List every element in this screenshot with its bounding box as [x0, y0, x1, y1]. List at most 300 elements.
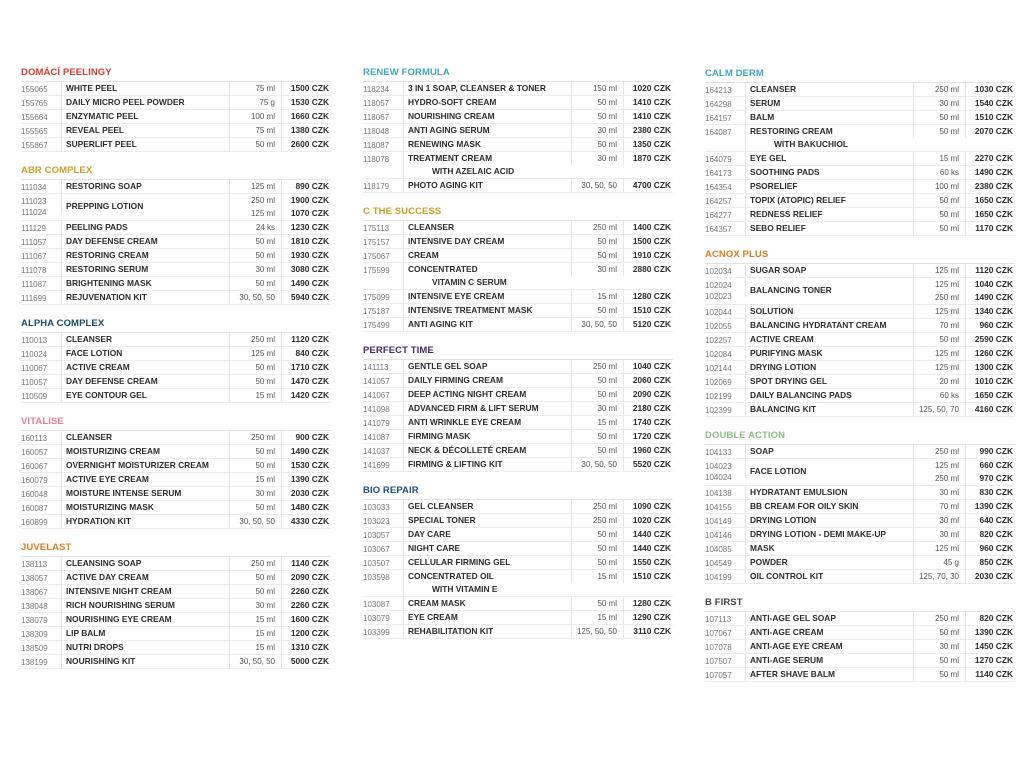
product-name: POWDER	[750, 557, 788, 567]
product-code: 141098	[363, 405, 390, 414]
product-name-line-2: VITAMIN C SERUM	[432, 277, 507, 287]
price-list-column-1	[21, 64, 331, 680]
product-row	[705, 166, 1015, 180]
product-price: 1410 CZK	[632, 97, 671, 107]
product-name: NOURISHING KIT	[66, 656, 136, 666]
product-name: DAY CARE	[408, 529, 451, 539]
product-row	[363, 416, 673, 430]
product-name-cell	[745, 319, 913, 332]
product-size-cell	[571, 249, 623, 262]
product-row	[705, 640, 1015, 654]
product-price-cell	[623, 221, 673, 234]
product-row	[705, 111, 1015, 125]
product-price-cell	[623, 110, 673, 123]
product-code: 111024	[21, 208, 47, 217]
product-name: ENZYMATIC PEEL	[66, 111, 139, 121]
product-row	[363, 124, 673, 138]
product-name-cell	[745, 305, 913, 318]
section-abr-complex	[21, 163, 331, 305]
product-size-cell	[229, 194, 281, 220]
product-size: 50 ml	[597, 140, 617, 149]
product-name: SEBO RELIEF	[750, 223, 806, 233]
product-price-cell	[281, 375, 331, 388]
section-title: ACNOX PLUS	[705, 249, 769, 260]
product-size: 60 ks	[939, 391, 959, 400]
product-name: SOLUTION	[750, 306, 794, 316]
product-code-cell	[363, 570, 403, 583]
product-code: 103033	[363, 503, 390, 512]
product-code: 103598	[363, 573, 390, 582]
product-name: PEELING PADS	[66, 222, 128, 232]
product-name: ACTIVE CREAM	[66, 362, 130, 372]
product-code-cell	[21, 124, 61, 137]
product-size-cell	[913, 347, 965, 360]
product-price-cell	[281, 180, 331, 193]
product-name-cell	[403, 96, 571, 109]
product-row	[705, 654, 1015, 668]
product-row	[705, 542, 1015, 556]
product-price-cell	[281, 655, 331, 668]
product-size: 75 g	[259, 98, 275, 107]
product-code-cell	[21, 235, 61, 248]
product-size-cell	[913, 180, 965, 193]
product-size: 75 ml	[255, 84, 275, 93]
product-code: 104149	[705, 517, 732, 526]
product-name-cell	[403, 416, 571, 429]
product-name-cell	[745, 180, 913, 193]
product-price-cell	[281, 333, 331, 346]
product-size: 50 ml	[255, 447, 275, 456]
product-size-cell	[571, 388, 623, 401]
product-price-cell	[623, 235, 673, 248]
product-code-cell	[21, 613, 61, 626]
product-price: 1810 CZK	[290, 236, 329, 246]
product-name-cell	[403, 152, 571, 178]
section-title: PERFECT TIME	[363, 345, 434, 356]
product-name: MASK	[750, 543, 775, 553]
product-size: 30, 50, 50	[239, 293, 275, 302]
product-code-cell	[705, 445, 745, 458]
product-code-cell	[705, 570, 745, 583]
product-name: DRYING LOTION - DEMI MAKE-UP	[750, 529, 887, 539]
product-name-cell	[61, 221, 229, 234]
product-code: 138067	[21, 588, 48, 597]
product-code-cell	[21, 459, 61, 472]
product-code-cell	[363, 304, 403, 317]
product-code: 118078	[363, 155, 390, 164]
product-row	[21, 431, 331, 445]
product-name: CLEANSING SOAP	[66, 558, 142, 568]
product-size-cell	[229, 389, 281, 402]
product-row	[21, 599, 331, 613]
product-code: 102144	[705, 364, 732, 373]
product-size: 30 ml	[939, 530, 959, 539]
product-code: 118087	[363, 141, 390, 150]
product-price-cell	[965, 264, 1015, 277]
product-name: ACTIVE CREAM	[750, 334, 814, 344]
product-name: DAILY BALANCING PADS	[750, 390, 852, 400]
product-price: 840 CZK	[295, 348, 329, 358]
product-code-cell	[705, 194, 745, 207]
product-code: 160057	[21, 448, 48, 457]
product-price: 1040 CZK	[974, 279, 1013, 289]
product-price: 1390 CZK	[974, 501, 1013, 511]
section-title: JUVELAST	[21, 542, 72, 553]
product-price-cell	[623, 430, 673, 443]
product-size: 50 ml	[939, 628, 959, 637]
product-row	[363, 263, 673, 290]
product-name-cell	[745, 347, 913, 360]
product-name: CONCENTRATED	[408, 264, 478, 274]
product-size-cell	[913, 570, 965, 583]
product-price: 1490 CZK	[974, 167, 1013, 177]
product-size-cell	[913, 333, 965, 346]
product-price: 1510 CZK	[974, 112, 1013, 122]
product-size: 50 ml	[939, 196, 959, 205]
product-price: 1510 CZK	[632, 305, 671, 315]
product-code: 103057	[363, 531, 390, 540]
product-size-cell	[913, 654, 965, 667]
section-vitalise	[21, 414, 331, 529]
product-name-cell	[745, 542, 913, 555]
product-code-cell	[705, 389, 745, 402]
product-name-cell	[745, 556, 913, 569]
product-table	[705, 82, 1015, 236]
product-name: CREAM	[408, 250, 439, 260]
product-code: 102055	[705, 322, 732, 331]
product-code-cell	[363, 542, 403, 555]
product-size-cell	[229, 277, 281, 290]
product-size-cell	[229, 235, 281, 248]
product-name-cell	[403, 290, 571, 303]
product-price: 1490 CZK	[974, 292, 1013, 302]
product-price-cell	[965, 528, 1015, 541]
product-name: INTENSIVE NIGHT CREAM	[66, 586, 172, 596]
product-name-cell	[61, 333, 229, 346]
product-name-cell	[745, 486, 913, 499]
product-price-cell	[281, 445, 331, 458]
product-name: CLEANSER	[66, 334, 113, 344]
product-size-cell	[913, 528, 965, 541]
product-row	[21, 487, 331, 501]
product-price-cell	[965, 668, 1015, 681]
product-table	[363, 220, 673, 332]
product-price: 1020 CZK	[632, 83, 671, 93]
product-price: 1960 CZK	[632, 445, 671, 455]
product-row	[363, 430, 673, 444]
product-price: 890 CZK	[295, 181, 329, 191]
product-name: RESTORING CREAM	[750, 126, 833, 136]
product-name: ANTI WRINKLE EYE CREAM	[408, 417, 522, 427]
product-name: SPECIAL TONER	[408, 515, 476, 525]
product-size: 50 ml	[597, 376, 617, 385]
product-size: 50 ml	[255, 503, 275, 512]
product-price: 1090 CZK	[632, 501, 671, 511]
product-price-cell	[623, 444, 673, 457]
product-code-cell	[363, 96, 403, 109]
product-name-cell	[745, 361, 913, 374]
product-size-cell	[913, 640, 965, 653]
product-size-cell	[571, 402, 623, 415]
product-size: 50 ml	[939, 210, 959, 219]
product-name: SUPERLIFT PEEL	[66, 139, 137, 149]
product-name: RICH NOURISHING SERUM	[66, 600, 175, 610]
product-size: 30, 50, 50	[239, 517, 275, 526]
product-size-cell	[913, 166, 965, 179]
product-code-cell	[363, 318, 403, 331]
product-name-cell	[61, 361, 229, 374]
product-row	[363, 458, 673, 472]
product-row	[705, 389, 1015, 403]
product-name-cell	[61, 445, 229, 458]
product-size-cell	[913, 264, 965, 277]
product-name-cell	[61, 655, 229, 668]
product-name-cell	[403, 221, 571, 234]
product-price-cell	[281, 487, 331, 500]
product-code-cell	[705, 125, 745, 138]
product-size-cell	[229, 627, 281, 640]
product-size-cell	[913, 375, 965, 388]
product-price: 1500 CZK	[290, 83, 329, 93]
product-size: 250 ml	[934, 614, 959, 623]
product-code-cell	[363, 124, 403, 137]
product-code: 102023	[705, 292, 732, 301]
product-code-cell	[21, 641, 61, 654]
product-code-cell	[363, 416, 403, 429]
product-size: 50 ml	[597, 446, 617, 455]
product-row	[363, 360, 673, 374]
product-name: DRYING LOTION	[750, 515, 817, 525]
product-code: 138079	[21, 616, 48, 625]
product-size-cell	[229, 613, 281, 626]
product-row	[21, 557, 331, 571]
product-code: 118179	[363, 182, 390, 191]
product-code-cell	[705, 278, 745, 302]
product-price: 820 CZK	[979, 529, 1013, 539]
product-code-cell	[21, 585, 61, 598]
product-code-cell	[363, 374, 403, 387]
product-code: 155065	[21, 85, 48, 94]
product-code-cell	[705, 305, 745, 318]
product-size: 30 ml	[939, 488, 959, 497]
product-name-cell	[61, 571, 229, 584]
product-size: 70 ml	[939, 502, 959, 511]
product-size-cell	[571, 374, 623, 387]
product-name-cell	[745, 222, 913, 235]
product-name-cell	[61, 389, 229, 402]
product-size-cell	[571, 416, 623, 429]
product-price: 1410 CZK	[632, 111, 671, 121]
product-code-cell	[705, 166, 745, 179]
product-name-line-2: WITH AZELAIC ACID	[432, 166, 515, 176]
product-price-cell	[281, 347, 331, 360]
product-price-cell	[623, 388, 673, 401]
product-code-cell	[363, 430, 403, 443]
product-code-cell	[21, 333, 61, 346]
product-price: 1140 CZK	[291, 558, 329, 568]
product-name-cell	[403, 360, 571, 373]
product-size-cell	[229, 431, 281, 444]
product-name-cell	[403, 388, 571, 401]
product-code-cell	[705, 333, 745, 346]
product-price: 960 CZK	[979, 543, 1013, 553]
product-row	[363, 179, 673, 193]
product-row	[705, 83, 1015, 97]
product-code-cell	[705, 626, 745, 639]
product-price: 1230 CZK	[290, 222, 329, 232]
product-name: PHOTO AGING KIT	[408, 180, 483, 190]
product-code: 155565	[21, 127, 48, 136]
product-size: 250 ml	[250, 196, 275, 205]
product-name-cell	[61, 277, 229, 290]
product-row	[21, 96, 331, 110]
product-price-cell	[281, 473, 331, 486]
product-row	[705, 194, 1015, 208]
product-size: 30 ml	[255, 265, 275, 274]
product-size-cell	[229, 473, 281, 486]
product-name: DRYING LOTION	[750, 362, 817, 372]
product-code: 160067	[21, 462, 48, 471]
product-size-cell	[571, 444, 623, 457]
product-code: 175499	[363, 321, 390, 330]
product-row	[705, 222, 1015, 236]
product-code: 102044	[705, 308, 732, 317]
product-price-cell	[281, 82, 331, 95]
product-name: HYDRATION KIT	[66, 516, 131, 526]
product-name: HYDRATANT EMULSION	[750, 487, 848, 497]
product-row	[705, 612, 1015, 626]
product-price: 1490 CZK	[290, 278, 329, 288]
product-code-cell	[363, 290, 403, 303]
section-alpha-complex	[21, 316, 331, 403]
product-price: 1030 CZK	[974, 84, 1013, 94]
product-name-cell	[403, 318, 571, 331]
product-price-cell	[623, 179, 673, 192]
product-row	[705, 180, 1015, 194]
product-price: 1350 CZK	[632, 139, 671, 149]
product-price-cell	[281, 291, 331, 304]
product-code: 102034	[705, 267, 732, 276]
product-name-cell	[403, 374, 571, 387]
product-price: 1010 CZK	[974, 376, 1013, 386]
product-name: REVEAL PEEL	[66, 125, 125, 135]
product-code: 138113	[21, 560, 48, 569]
product-name-cell	[745, 626, 913, 639]
product-code: 107078	[705, 643, 732, 652]
product-size-cell	[229, 263, 281, 276]
product-price: 2180 CZK	[632, 403, 671, 413]
section-title: B FIRST	[705, 597, 743, 608]
product-code-cell	[705, 97, 745, 110]
product-price-cell	[965, 125, 1015, 138]
product-row	[363, 388, 673, 402]
product-name: GENTLE GEL SOAP	[408, 361, 488, 371]
product-size-cell	[571, 458, 623, 471]
product-code: 104155	[705, 503, 732, 512]
product-name: ANTI-AGE SERUM	[750, 655, 824, 665]
product-code: 107067	[705, 629, 732, 638]
product-price-cell	[965, 640, 1015, 653]
product-name: OVERNIGHT MOISTURIZER CREAM	[66, 460, 209, 470]
product-name-cell	[745, 640, 913, 653]
product-price-cell	[623, 374, 673, 387]
product-name-cell	[745, 389, 913, 402]
product-size-cell	[913, 445, 965, 458]
product-row	[363, 611, 673, 625]
section-title: ABR COMPLEX	[21, 165, 93, 176]
product-size: 125, 50, 50	[576, 627, 617, 636]
product-size-cell	[571, 514, 623, 527]
product-name-cell	[61, 599, 229, 612]
product-row	[21, 585, 331, 599]
product-size: 15 ml	[255, 643, 275, 652]
product-code: 104133	[705, 448, 732, 457]
product-price-cell	[623, 611, 673, 624]
product-price: 1870 CZK	[632, 153, 671, 163]
product-name-cell	[403, 82, 571, 95]
product-row	[363, 402, 673, 416]
product-size-cell	[229, 180, 281, 193]
product-row	[363, 82, 673, 96]
product-size: 20 ml	[939, 377, 959, 386]
product-name-cell	[745, 152, 913, 165]
product-row	[705, 361, 1015, 375]
product-price: 2060 CZK	[632, 375, 671, 385]
product-size: 15 ml	[597, 292, 617, 301]
product-size: 125 ml	[250, 209, 275, 218]
product-code: 103067	[363, 545, 390, 554]
product-table	[705, 444, 1015, 584]
product-size: 50 ml	[939, 113, 959, 122]
product-size-cell	[913, 626, 965, 639]
product-name: ADVANCED FIRM & LIFT SERUM	[408, 403, 539, 413]
product-size: 50 ml	[597, 558, 617, 567]
product-code: 155765	[21, 99, 48, 108]
product-price-cell	[965, 180, 1015, 193]
product-name: RENEWING MASK	[408, 139, 482, 149]
product-price: 900 CZK	[295, 432, 329, 442]
product-price-cell	[623, 416, 673, 429]
product-price-cell	[281, 585, 331, 598]
product-price-cell	[623, 96, 673, 109]
product-name: RESTORING SOAP	[66, 181, 142, 191]
price-list-column-2	[363, 64, 673, 650]
product-price: 850 CZK	[979, 557, 1013, 567]
product-name: FACE LOTION	[750, 466, 807, 476]
product-code: 141079	[363, 419, 390, 428]
product-price-cell	[623, 556, 673, 569]
product-price: 660 CZK	[979, 460, 1013, 470]
product-row	[363, 570, 673, 597]
product-price-cell	[623, 360, 673, 373]
product-size-cell	[571, 570, 623, 583]
product-size: 50 ml	[597, 390, 617, 399]
product-size: 50 ml	[597, 98, 617, 107]
product-code-cell	[363, 263, 403, 276]
product-price-cell	[281, 96, 331, 109]
product-price: 1120 CZK	[291, 334, 329, 344]
product-size-cell	[913, 208, 965, 221]
product-row	[363, 304, 673, 318]
product-code: 141113	[363, 363, 389, 372]
product-price-cell	[281, 459, 331, 472]
product-size: 15 ml	[255, 391, 275, 400]
product-name: MOISTURE INTENSE SERUM	[66, 488, 182, 498]
product-price: 1740 CZK	[632, 417, 671, 427]
product-price: 2030 CZK	[974, 571, 1013, 581]
product-code: 103399	[363, 628, 390, 637]
product-code-cell	[21, 557, 61, 570]
